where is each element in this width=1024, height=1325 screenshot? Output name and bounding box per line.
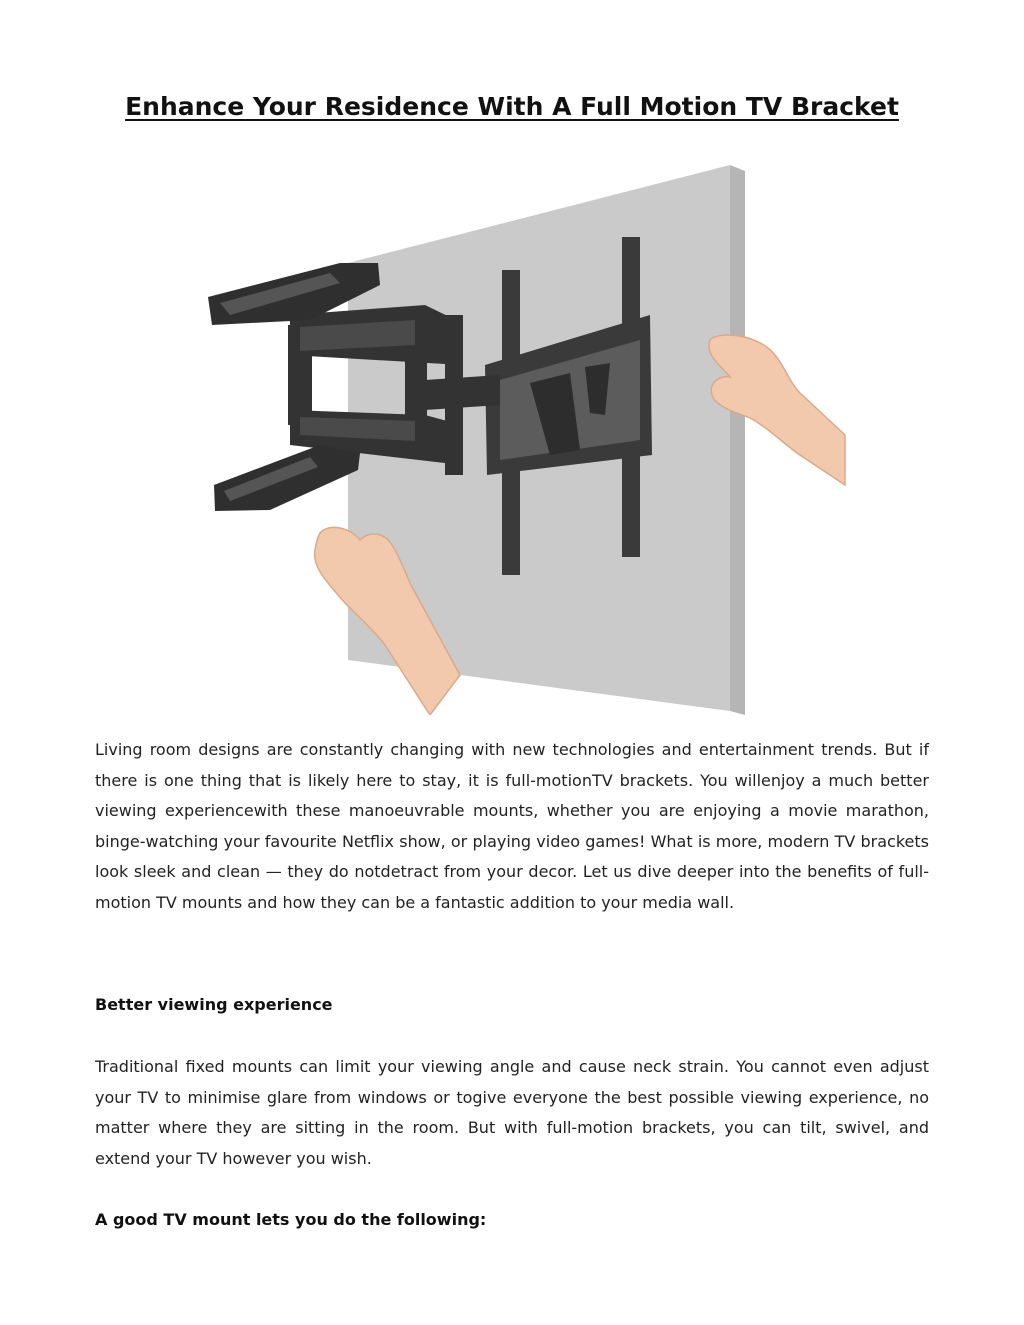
intro-paragraph: Living room designs are constantly changing with new technologies and entertainment trends. But if there is one thing that is likely here to stay, it is full-motionTV brackets. You willenjoy a much better viewing experiencewith these manoeuvrable mounts, whether you are enjoying a movie marathon, binge-watching your favourite Netflix show, or playing video games! What is more, modern TV brackets look sleek and clean — they do notdetract from your decor. Let us dive deeper into the benefits of full-motion TV mounts and how they can be a fantastic addition to your media wall. [95,740,929,912]
tv-bracket-illustration [200,155,850,715]
wall-panel-edge [730,165,745,715]
document-title: Enhance Your Residence With A Full Motion TV Bracket [125,92,899,121]
section-heading-viewing: Better viewing experience [95,995,333,1014]
viewing-paragraph: Traditional fixed mounts can limit your viewing angle and cause neck strain. You cannot even adjust your TV to minimise glare from windows or togive everyone the best possible viewing experience, no matter where they are sitting in the room. But with full-motion brackets, you can tilt, swivel, and extend your TV however you wish. [95,1057,929,1168]
section-heading-mount: A good TV mount lets you do the following: [95,1210,487,1229]
